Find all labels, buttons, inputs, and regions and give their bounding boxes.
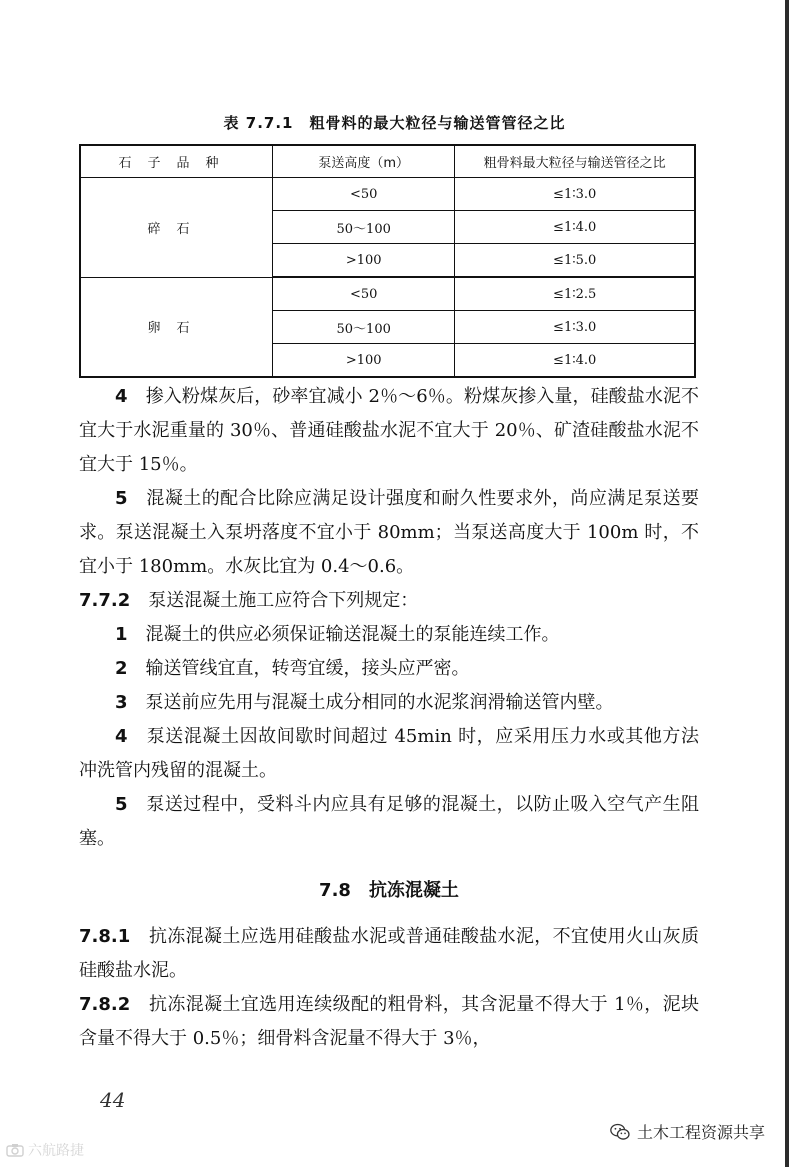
- item-text: 泵送混凝土因故间歇时间超过 45min 时，应采用压力水或其他方法冲洗管内残留的混凝土。: [79, 726, 700, 781]
- list-item: [79, 788, 699, 856]
- item-text: 泵送过程中，受料斗内应具有足够的混凝土，以防止吸入空气产生阻塞。: [79, 794, 700, 849]
- height-cell: 50～100: [273, 211, 455, 244]
- section-number: 7.8: [319, 880, 351, 901]
- header-stone-type: 石子品种: [80, 145, 273, 178]
- height-cell: >100: [273, 344, 455, 378]
- item-text: 混凝土的配合比除应满足设计强度和耐久性要求外，尚应满足泵送要求。泵送混凝土入泵坍落度不宜小于 80mm；当泵送高度大于 100m 时，不宜小于 180mm。水灰比宜为 0.4～0.6。: [79, 488, 700, 577]
- table-caption: 表 7.7.1 粗骨料的最大粒径与输送管管径之比: [223, 114, 566, 132]
- corner-watermark: [6, 1140, 84, 1160]
- list-item: [79, 618, 699, 652]
- ratio-cell: ≤1∶3.0: [455, 311, 695, 344]
- item-text: 输送管线宜直，转弯宜缓，接头应严密。: [145, 658, 470, 679]
- page-number: 44: [100, 1088, 126, 1112]
- item-number: 3: [115, 692, 128, 713]
- clause: [79, 584, 699, 618]
- header-ratio: 粗骨料最大粒径与输送管径之比: [455, 145, 695, 178]
- table-row: [80, 178, 695, 211]
- wechat-icon: [609, 1121, 631, 1143]
- list-item: [79, 482, 699, 584]
- list-item: [79, 686, 699, 720]
- height-cell: <50: [273, 277, 455, 311]
- item-number: 4: [115, 726, 128, 747]
- clause-number: 7.8.2: [79, 994, 131, 1015]
- body-text: [79, 380, 699, 1056]
- camera-icon: [6, 1143, 24, 1157]
- item-number: 4: [115, 386, 128, 407]
- ratio-cell: ≤1∶5.0: [455, 244, 695, 278]
- ratio-cell: ≤1∶3.0: [455, 178, 695, 211]
- clause: [79, 988, 699, 1056]
- ratio-cell: ≤1∶4.0: [455, 344, 695, 378]
- item-number: 5: [115, 488, 128, 509]
- list-item: [79, 720, 699, 788]
- height-cell: <50: [273, 178, 455, 211]
- section-title: [79, 874, 699, 908]
- clause-text: 泵送混凝土施工应符合下列规定：: [148, 590, 419, 611]
- list-item: [79, 652, 699, 686]
- item-number: 2: [115, 658, 128, 679]
- stone-type-cell: 卵石: [80, 277, 273, 377]
- ratio-cell: ≤1∶4.0: [455, 211, 695, 244]
- item-text: 泵送前应先用与混凝土成分相同的水泥浆润滑输送管内壁。: [145, 692, 614, 713]
- stone-type-cell: 碎石: [80, 178, 273, 278]
- section-name: 抗冻混凝土: [368, 880, 459, 901]
- clause-number: 7.8.1: [79, 926, 131, 947]
- ratio-cell: ≤1∶2.5: [455, 277, 695, 311]
- corner-watermark-text: 六航路捷: [28, 1143, 84, 1159]
- height-cell: >100: [273, 244, 455, 278]
- clause-number: 7.7.2: [79, 590, 131, 611]
- table-row: [80, 277, 695, 311]
- item-number: 1: [115, 624, 128, 645]
- aggregate-ratio-table: [79, 144, 696, 378]
- watermark: [609, 1120, 765, 1143]
- clause: [79, 920, 699, 988]
- clause-text: 抗冻混凝土应选用硅酸盐水泥或普通硅酸盐水泥，不宜使用火山灰质硅酸盐水泥。: [79, 926, 700, 981]
- item-text: 混凝土的供应必须保证输送混凝土的泵能连续工作。: [145, 624, 560, 645]
- table-header-row: [80, 145, 695, 178]
- clause-text: 抗冻混凝土宜选用连续级配的粗骨料，其含泥量不得大于 1％，泥块含量不得大于 0.5％；细骨料含泥量不得大于 3％，: [79, 994, 700, 1049]
- item-number: 5: [115, 794, 128, 815]
- scan-edge-shadow: [785, 0, 789, 1167]
- list-item: [79, 380, 699, 482]
- watermark-text: 土木工程资源共享: [636, 1123, 765, 1142]
- header-pump-height: 泵送高度（m）: [273, 145, 455, 178]
- item-text: 掺入粉煤灰后，砂率宜减小 2％～6％。粉煤灰掺入量，硅酸盐水泥不宜大于水泥重量的 30％、普通硅酸盐水泥不宜大于 20％、矿渣硅酸盐水泥不宜大于 15％。: [79, 386, 700, 475]
- height-cell: 50～100: [273, 311, 455, 344]
